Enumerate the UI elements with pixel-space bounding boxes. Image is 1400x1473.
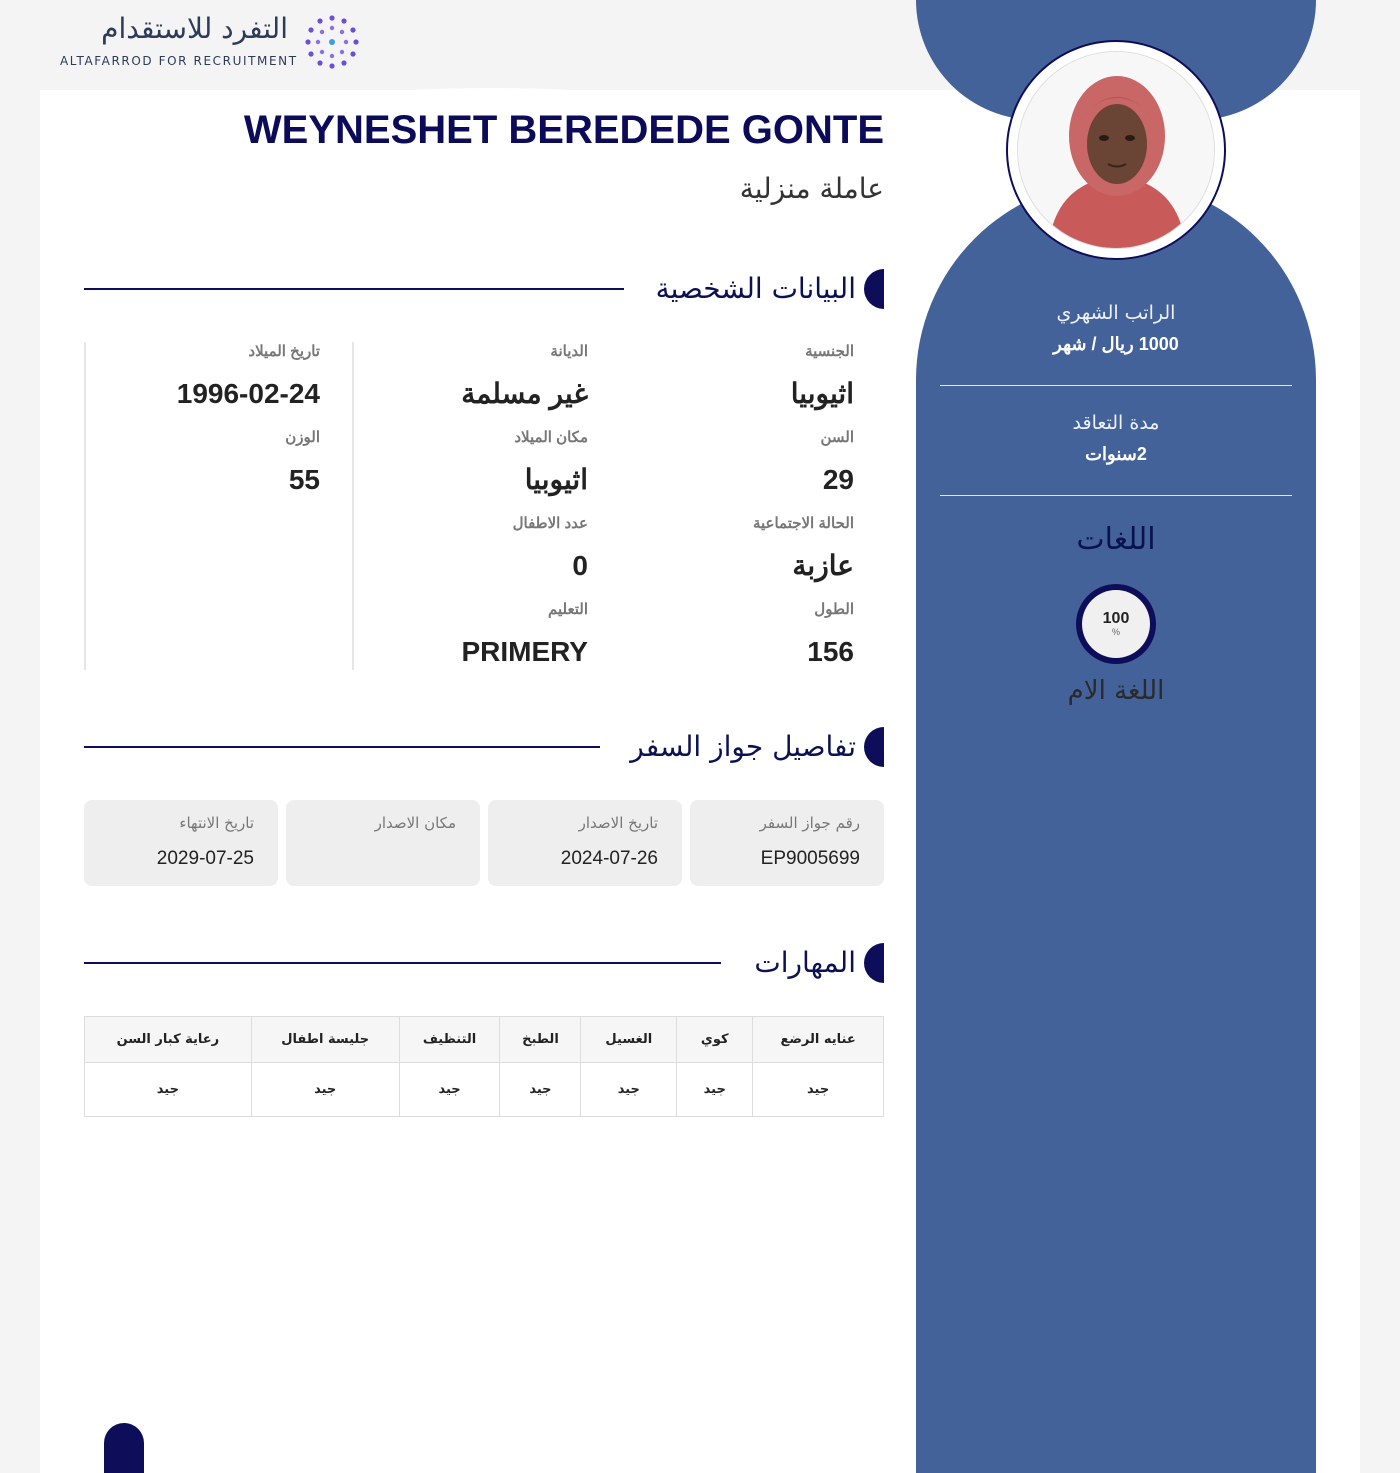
skills-value-row	[85, 1063, 884, 1117]
personal-column-1	[618, 342, 884, 670]
section-divider	[84, 746, 600, 748]
field-weight	[90, 428, 320, 498]
passport-section-header	[84, 727, 884, 767]
person-photo-icon	[1018, 52, 1215, 249]
passport-cards	[84, 800, 884, 886]
skill-header: جليسة اطفال	[251, 1017, 399, 1063]
personal-data-grid	[84, 342, 884, 670]
field-value: اثيوبيا	[790, 378, 854, 409]
passport-number-card	[690, 800, 884, 886]
field-label: الطول	[814, 601, 854, 618]
field-birthplace	[358, 428, 588, 498]
field-label: تاريخ الميلاد	[248, 343, 320, 360]
card-value: 2029-07-25	[156, 848, 254, 869]
personal-section-header	[84, 269, 884, 309]
field-label: الجنسية	[805, 343, 854, 360]
bottom-decoration-tab	[104, 1423, 144, 1473]
company-logo[interactable]	[60, 12, 360, 74]
section-tab	[864, 943, 884, 983]
field-age	[624, 428, 854, 498]
logo-dots-icon	[304, 14, 360, 70]
skill-header: كوي	[677, 1017, 753, 1063]
language-percent-unit: %	[1111, 627, 1120, 637]
language-name: اللغة الام	[1067, 676, 1165, 706]
field-label: عدد الاطفال	[512, 515, 588, 532]
passport-section-title: تفاصيل جواز السفر	[630, 730, 856, 763]
contract-value: 2سنوات	[1085, 444, 1147, 464]
contract-block	[940, 412, 1292, 465]
salary-block	[940, 302, 1292, 355]
avatar[interactable]	[1017, 51, 1215, 249]
skill-value: جيد	[251, 1063, 399, 1117]
contract-label: مدة التعاقد	[1072, 412, 1160, 434]
personal-section-title: البيانات الشخصية	[655, 272, 856, 305]
skill-value: جيد	[85, 1063, 252, 1117]
job-title: عاملة منزلية	[739, 172, 884, 205]
card-label: تاريخ الانتهاء	[179, 814, 254, 832]
personal-column-2	[352, 342, 618, 670]
skill-header: رعاية كبار السن	[85, 1017, 252, 1063]
skill-value: جيد	[753, 1063, 884, 1117]
field-value: غير مسلمة	[461, 378, 588, 409]
skill-value: جيد	[500, 1063, 581, 1117]
skill-value: جيد	[399, 1063, 500, 1117]
card-label: رقم جواز السفر	[759, 814, 860, 832]
skills-section-title: المهارات	[754, 946, 856, 979]
language-percent: 100	[1102, 610, 1130, 627]
field-value: عازبة	[792, 550, 854, 581]
field-label: السن	[820, 429, 854, 446]
salary-value: 1000 ريال / شهر	[1053, 334, 1179, 354]
field-value: 1996-02-24	[176, 378, 320, 409]
skills-table	[84, 1016, 884, 1117]
field-education	[358, 600, 588, 670]
sidebar-divider	[940, 385, 1292, 386]
card-value: 2024-07-26	[560, 848, 658, 869]
section-tab	[864, 269, 884, 309]
field-children	[358, 514, 588, 584]
logo-english-text: ALTAFARROD FOR RECRUITMENT	[60, 54, 298, 68]
salary-label: الراتب الشهري	[1056, 302, 1176, 324]
passport-issue-place-card	[286, 800, 480, 886]
card-label: مكان الاصدار	[374, 814, 456, 832]
field-value: 29	[822, 464, 854, 495]
skill-header: عنايه الرضع	[753, 1017, 884, 1063]
field-value: اثيوبيا	[524, 464, 588, 495]
cv-page	[40, 0, 1360, 1473]
skill-header: التنظيف	[399, 1017, 500, 1063]
language-level-circle	[1076, 584, 1156, 664]
field-marital-status	[624, 514, 854, 584]
sidebar-divider	[940, 495, 1292, 496]
field-label: الحالة الاجتماعية	[752, 515, 854, 532]
sidebar	[916, 0, 1316, 1473]
field-label: مكان الميلاد	[514, 429, 588, 446]
skill-value: جيد	[677, 1063, 753, 1117]
field-label: الديانة	[550, 343, 588, 360]
skill-header: الطبخ	[500, 1017, 581, 1063]
passport-issue-date-card	[488, 800, 682, 886]
section-divider	[84, 288, 624, 290]
section-tab	[864, 727, 884, 767]
field-label: التعليم	[548, 601, 588, 618]
card-value: EP9005699	[760, 848, 860, 869]
field-label: الوزن	[285, 429, 320, 446]
personal-column-3	[84, 342, 350, 670]
field-value: 156	[807, 636, 854, 667]
skill-value: جيد	[581, 1063, 677, 1117]
field-value: PRIMERY	[461, 636, 588, 667]
field-height	[624, 600, 854, 670]
section-divider	[84, 962, 721, 964]
field-birth-date	[90, 342, 320, 412]
field-value: 55	[288, 464, 320, 495]
sidebar-panel	[916, 180, 1316, 1473]
skills-header-row	[85, 1017, 884, 1063]
passport-expiry-card	[84, 800, 278, 886]
field-religion	[358, 342, 588, 412]
field-nationality	[624, 342, 854, 412]
logo-arabic-text: التفرد للاستقدام	[101, 12, 288, 45]
card-label: تاريخ الاصدار	[578, 814, 658, 832]
candidate-name: WEYNESHET BEREDEDE GONTE	[243, 108, 884, 152]
field-value: 0	[572, 550, 588, 581]
languages-title: اللغات	[1076, 522, 1156, 557]
skill-header: الغسيل	[581, 1017, 677, 1063]
avatar-ring	[1006, 40, 1226, 260]
skills-section-header	[84, 943, 884, 983]
language-level-inner	[1082, 590, 1150, 658]
